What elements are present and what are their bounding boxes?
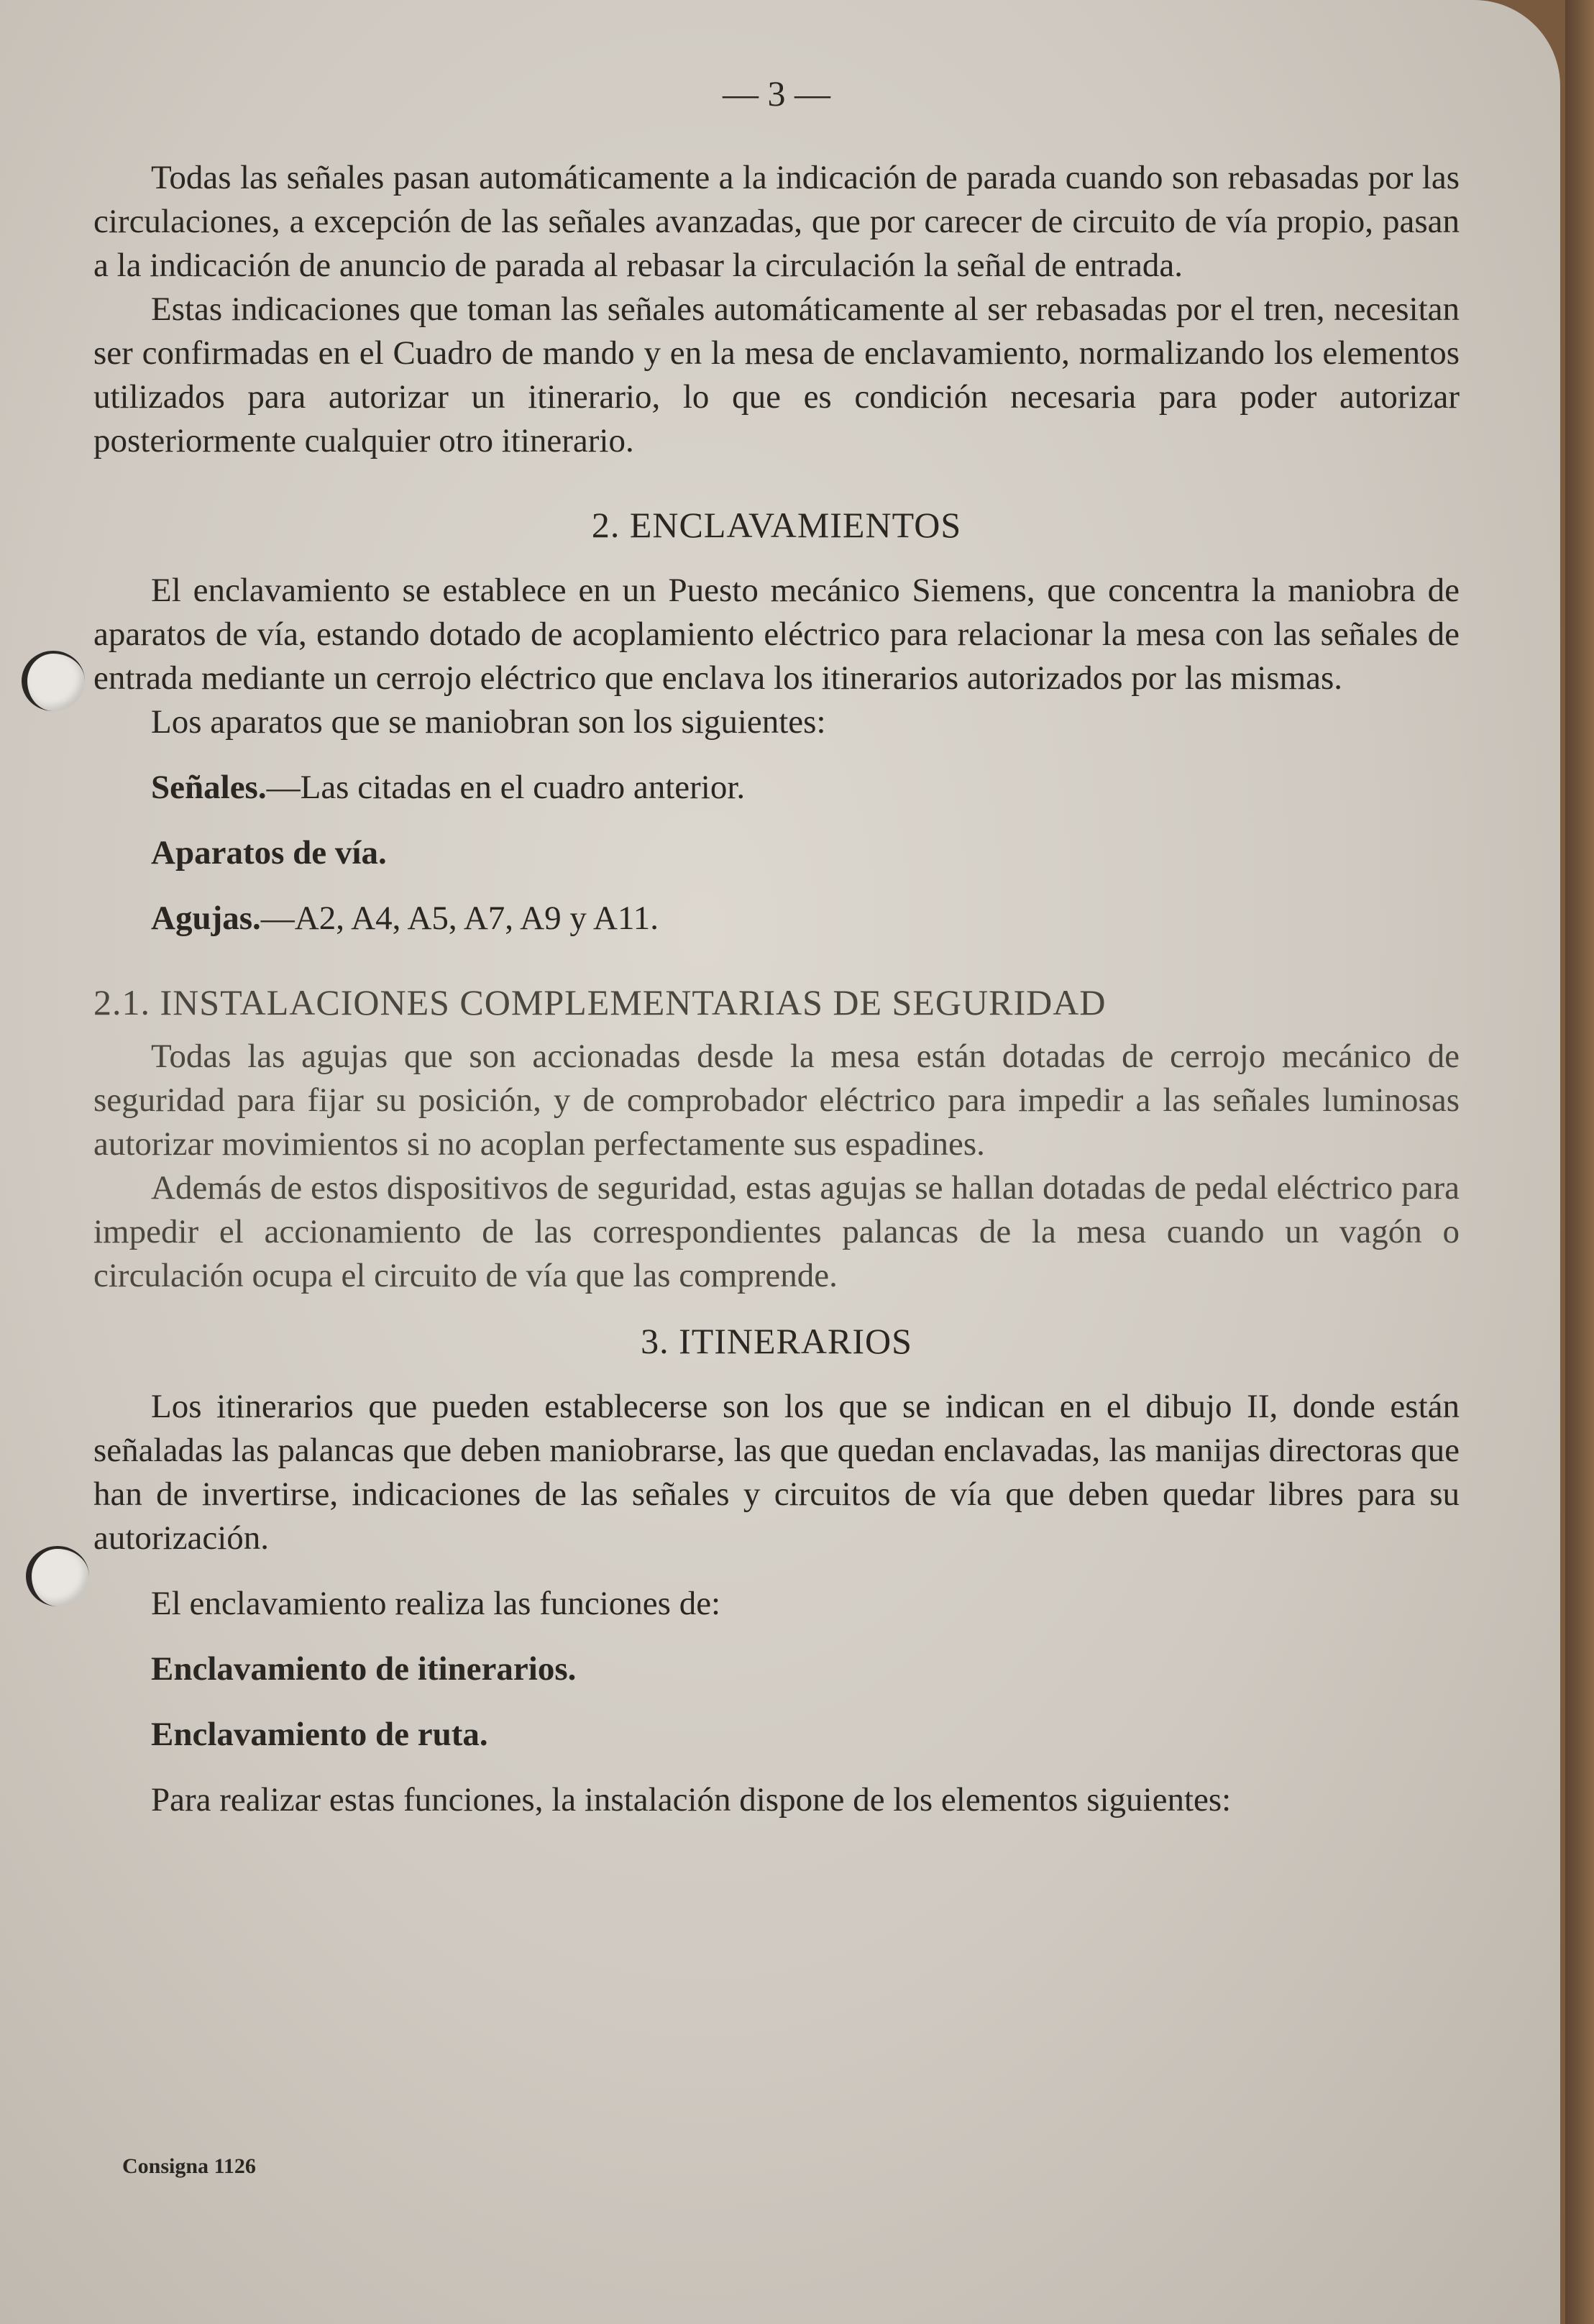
- senales-line: [93, 766, 1460, 810]
- agujas-label: Agujas.: [151, 900, 261, 937]
- aparatos-label: Aparatos de vía.: [151, 834, 387, 872]
- function-1-text: Enclavamiento de itinerarios.: [151, 1650, 577, 1688]
- intro-paragraph-2: Estas indicaciones que toman las señales automáticamente al ser rebasadas por el tren, necesitan ser confirmadas en el Cuadro de mando y en la mesa de enclavamiento, normalizando los elementos utilizados para autorizar un itinerario, lo que es condición necesaria para poder autorizar posteriormente cualquier otro itinerario.: [93, 290, 1460, 459]
- section-3-paragraph-1: Los itinerarios que pueden establecerse son los que se indican en el dibujo II, donde están señaladas las palancas que deben maniobrarse, las que quedan enclavadas, las manijas directoras que han de invertirse, indicaciones de las señales y circuitos de vía que deben quedar libres para su autorización.: [93, 1388, 1460, 1557]
- section-3-closing: Para realizar estas funciones, la instalación dispone de los elementos siguientes:: [151, 1781, 1232, 1819]
- section-2-heading: 2. ENCLAVAMIENTOS: [591, 505, 962, 545]
- section-3-heading: 3. ITINERARIOS: [641, 1321, 912, 1361]
- section-2-paragraph-1: El enclavamiento se establece en un Puesto mecánico Siemens, que concentra la maniobra de aparatos de vía, estando dotado de acoplamiento eléctrico para relacionar la mesa con las señales de entrada mediante un cerrojo eléctrico que enclava los itinerarios autorizados por las mismas.: [93, 572, 1460, 697]
- section-2-1-heading: 2.1. INSTALACIONES COMPLEMENTARIAS DE SEGURIDAD: [93, 982, 1107, 1023]
- footer-consigna: Consigna 1126: [122, 2154, 256, 2178]
- page-edge-shadow: [1565, 0, 1594, 2324]
- senales-label: Señales.: [151, 769, 267, 806]
- aparatos-line: [93, 831, 1460, 875]
- function-2-text: Enclavamiento de ruta.: [151, 1716, 488, 1753]
- punch-hole-bottom: [26, 1546, 89, 1606]
- senales-text: —Las citadas en el cuadro anterior.: [266, 769, 746, 806]
- punch-hole-top: [22, 651, 85, 711]
- page-number: — 3 —: [723, 73, 830, 114]
- section-2-1-paragraph-2: Además de estos dispositivos de seguridad, estas agujas se hallan dotadas de pedal eléctrico para impedir el accionamiento de las correspondientes palancas de la mesa cuando un vagón o circulación ocupa el circuito de vía que las comprende.: [93, 1169, 1460, 1294]
- section-2-paragraph-2: Los aparatos que se maniobran son los siguientes:: [151, 703, 826, 741]
- function-2: [93, 1713, 1460, 1757]
- agujas-text: —A2, A4, A5, A7, A9 y A11.: [260, 900, 659, 937]
- section-2-1-paragraph-1: Todas las agujas que son accionadas desde la mesa están dotadas de cerrojo mecánico de seguridad para fijar su posición, y de comprobador eléctrico para impedir a las señales luminosas autorizar movimientos si no acoplan perfectamente sus espadines.: [93, 1038, 1460, 1163]
- intro-paragraph-1: Todas las señales pasan automáticamente a la indicación de parada cuando son rebasadas por las circulaciones, a excepción de las señales avanzadas, que por carecer de circuito de vía propio, pasan a la indicación de anuncio de parada al rebasar la circulación la señal de entrada.: [93, 159, 1460, 284]
- section-3-paragraph-2: El enclavamiento realiza las funciones de:: [151, 1585, 721, 1622]
- document-body: [93, 72, 1460, 1822]
- agujas-line: [93, 897, 1460, 941]
- function-1: [93, 1647, 1460, 1691]
